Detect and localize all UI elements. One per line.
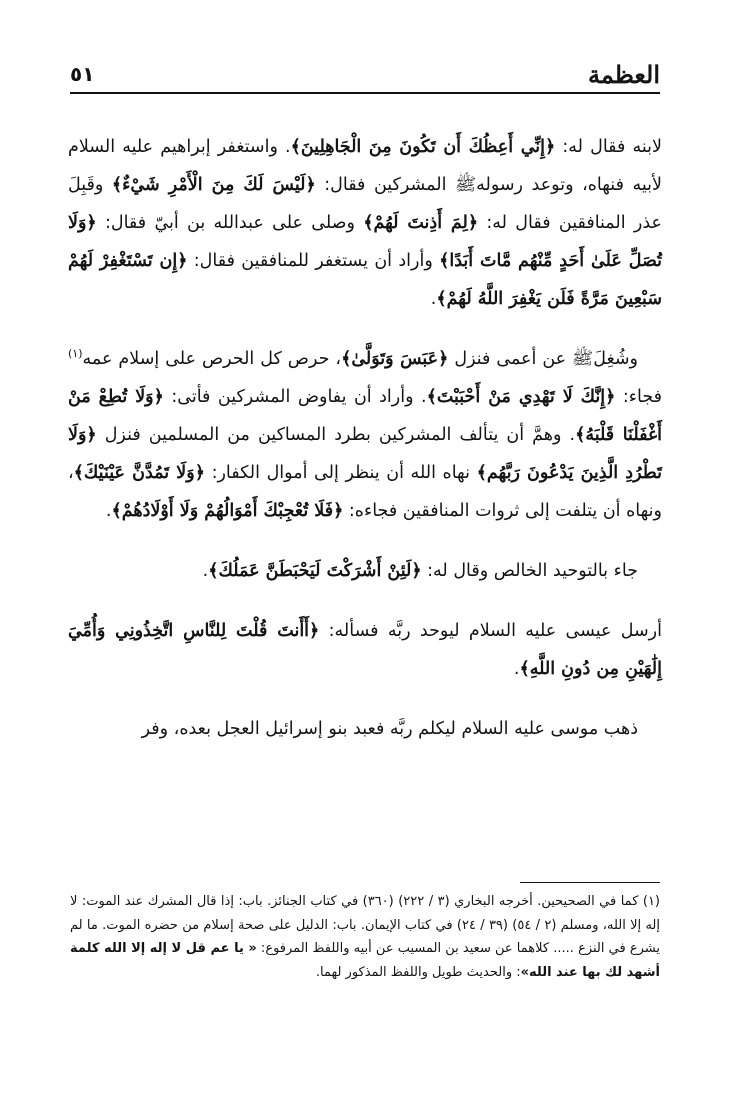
quran-verse: ﴿وَلَا تُطِعْ مَنْ أَغْفَلْنَا قَلْبَهُ﴾: [68, 387, 662, 445]
paragraph: [68, 710, 662, 748]
text-run: جاء بالتوحيد الخالص وقال له:: [421, 561, 638, 581]
text-run: . وهمَّ أن يتألف المشركين بطرد المساكين من المسلمين فنزل: [96, 425, 576, 445]
text-run: وصلى على عبدالله بن أبيّ فقال:: [96, 213, 364, 233]
main-text: [68, 128, 662, 770]
quran-verse: ﴿عَبَسَ وَتَوَلَّىٰ﴾: [341, 349, 449, 369]
quran-verse: ﴿وَلَا تَمُدَّنَّ عَيْنَيْكَ﴾: [73, 463, 205, 483]
text-run: لابنه فقال له:: [555, 137, 663, 157]
quran-verse: ﴿إِن تَسْتَغْفِرْ لَهُمْ سَبْعِينَ مَرَّةً فَلَن يَغْفِرَ اللَّهُ لَهُمْ﴾: [68, 251, 662, 309]
paragraph: [68, 552, 662, 590]
header-rule: [70, 92, 660, 94]
quran-verse: ﴿إِنَّكَ لَا تَهْدِي مَنْ أَحْبَبْتَ﴾: [426, 387, 616, 407]
quran-verse: ﴿أَأَنتَ قُلْتَ لِلنَّاسِ اتَّخِذُونِي وَأُمِّيَ إِلَٰهَيْنِ مِن دُونِ اللَّهِ﴾: [68, 621, 662, 679]
text-run: ، ونهاه أن يتلفت إلى ثروات المنافقين فجاءه:: [68, 463, 662, 521]
text-run: .: [202, 561, 209, 581]
footnote: [70, 890, 660, 984]
paragraph: [68, 128, 662, 318]
text-run: وأراد أن يستغفر للمنافقين فقال:: [187, 251, 440, 271]
text-run: .: [105, 501, 112, 521]
quran-verse: ﴿لَيْسَ لَكَ مِنَ الْأَمْرِ شَيْءٌ﴾: [111, 175, 316, 195]
text-run: .: [513, 659, 520, 679]
quran-verse: ﴿لَئِنْ أَشْرَكْتَ لَيَحْبَطَنَّ عَمَلُكَ﴾: [208, 561, 422, 581]
text-run: نهاه الله أن ينظر إلى أموال الكفار:: [204, 463, 477, 483]
quran-verse: ﴿إِنِّي أَعِظُكَ أَن تَكُونَ مِنَ الْجَاهِلِينَ﴾: [290, 137, 556, 157]
quran-verse: ﴿لِمَ أَذِنتَ لَهُمْ﴾: [363, 213, 479, 233]
text-run: فجاء:: [615, 387, 662, 407]
text-run: ، حرص كل الحرص على إسلام عمه: [82, 349, 342, 369]
quran-verse: ﴿فَلَا تُعْجِبْكَ أَمْوَالُهُمْ وَلَا أَوْلَادُهُمْ﴾: [111, 501, 344, 521]
hadith-text: « يا عم قل لا إله إلا الله كلمة أشهد لك بها عند الله»: [70, 941, 660, 980]
footnote-rule: [520, 882, 660, 883]
page-number: ٥١: [70, 62, 95, 86]
text-run: أرسل عيسى عليه السلام ليوحد ربَّه فسأله:: [319, 621, 662, 641]
text-run: ذهب موسى عليه السلام ليكلم ربَّه فعبد بنو إسرائيل العجل بعده، وفر: [141, 719, 638, 739]
footnote-marker: (١): [68, 347, 83, 361]
text-run: (١) كما في الصحيحين. أخرجه البخاري (٣ / ٢٢٢) (٣٦٠) في كتاب الجنائز. باب: إذا قال المشرك عند الموت: لا إله إلا الله، ومسلم (٢ / ٥٤) (٣٩ / ٢٤) في كتاب الإيمان. باب: الدليل على صحة إسلام من حضره الموت. ما لم يشرع في النزع ..... كلاهما عن سعيد بن المسيب عن أبيه واللفظ المرفوع:: [70, 894, 660, 956]
paragraph: [68, 612, 662, 688]
text-run: .: [430, 289, 437, 309]
text-run: . وأراد أن يفاوض المشركين فأتى:: [163, 387, 427, 407]
paragraph: [68, 340, 662, 530]
quran-verse: ﴿وَلَا تُصَلِّ عَلَىٰ أَحَدٍ مِّنْهُم مَّاتَ أَبَدًا﴾: [68, 213, 662, 271]
quran-verse: ﴿وَلَا تَطْرُدِ الَّذِينَ يَدْعُونَ رَبَّهُم﴾: [68, 425, 662, 483]
text-run: . واستغفر إبراهيم عليه السلام لأبيه فنهاه، وتوعد رسولهﷺ المشركين فقال:: [68, 137, 662, 195]
running-title: العظمة: [588, 60, 660, 89]
page-header: [70, 56, 660, 96]
text-run: : والحديث طويل واللفظ المذكور لهما.: [315, 964, 521, 980]
text-run: وقَبِلَ عذر المنافقين فقال له:: [68, 175, 662, 233]
text-run: وشُغِلَﷺ عن أعمى فنزل: [448, 349, 638, 369]
